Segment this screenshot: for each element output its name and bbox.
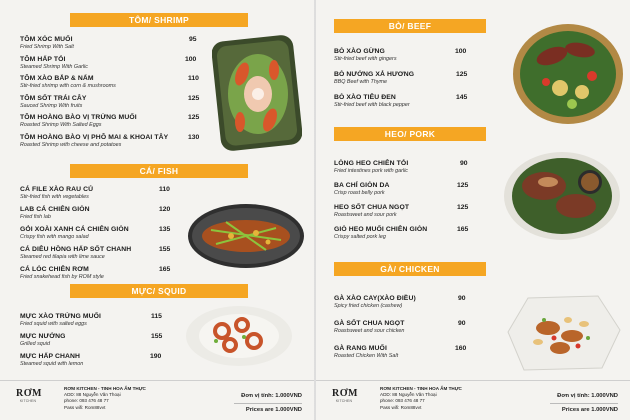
item-name: CÁ LÓC CHIÊN RƠM	[20, 266, 89, 273]
menu-item-chicken-1	[334, 295, 416, 309]
item-desc: Steamed squid with lemon	[20, 361, 84, 367]
restaurant-logo	[332, 388, 356, 412]
menu-item-squid-1	[20, 313, 101, 327]
item-desc: Fried fish lab	[20, 214, 51, 220]
address-line: ADD: 88 Nguyễn Văn Thoại	[380, 392, 437, 398]
item-desc: Fried snakehead fish by ROM style	[20, 274, 104, 280]
item-name: GÀ RANG MUỐI	[334, 345, 387, 352]
item-name: MỰC XÀO TRỨNG MUỐI	[20, 313, 102, 320]
squid-dish-photo	[184, 303, 294, 369]
item-name: GÀ XÀO CAY(XÀO ĐIỀU)	[334, 295, 416, 302]
item-price: 130	[188, 134, 200, 141]
item-desc: Steamed red tilapia with lime sauce	[20, 254, 105, 260]
menu-item-squid-3	[20, 353, 83, 367]
item-price: 110	[188, 75, 199, 82]
item-desc: Sauced Shrimp With fruits	[20, 103, 83, 109]
menu-page-right	[316, 0, 630, 420]
item-name: BÒ XÀO GỪNG	[334, 48, 385, 55]
brand-line: RƠM KITCHEN - TINH HOA ẨM THỰC	[64, 386, 146, 391]
item-price: 145	[456, 94, 468, 101]
section-title-pork: HEO/ PORK	[384, 129, 436, 139]
phone-line: phone: 093 476 48 77	[380, 398, 425, 404]
item-name: TÔM HOÀNG BÀO VỊ TRỨNG MUỐI	[20, 114, 137, 121]
item-price: 125	[456, 71, 468, 78]
item-name: TÔM SỐT TRÁI CÂY	[20, 95, 87, 102]
item-price: 115	[151, 313, 162, 320]
item-desc: Roastsweet and sour chicken	[334, 328, 405, 334]
item-price: 135	[159, 226, 171, 233]
menu-item-fish-3	[20, 226, 129, 240]
shrimp-dish-photo	[212, 34, 302, 152]
item-desc: Fried Shrimp With Salt	[20, 44, 74, 50]
section-banner-fish	[70, 164, 248, 178]
logo-sub: KITCHEN	[335, 399, 353, 403]
menu-page-left	[0, 0, 314, 420]
phone-line: phone: 093 476 48 77	[64, 398, 109, 404]
menu-item-shrimp-3	[20, 75, 116, 89]
section-banner-pork	[334, 127, 486, 141]
menu-item-chicken-2	[334, 320, 404, 334]
item-desc: Roasted Chicken With Salt	[334, 353, 399, 359]
item-desc: Stir-fried beef with black pepper	[334, 102, 410, 108]
section-title-beef: BÒ/ BEEF	[388, 21, 432, 31]
item-price: 125	[457, 204, 469, 211]
item-desc: Stir-fried beef with gingers	[334, 56, 397, 62]
menu-item-fish-2	[20, 206, 90, 220]
footer-divider	[550, 403, 618, 404]
unit-note: Đơn vị tính: 1.000VND	[241, 393, 302, 399]
item-name: LÒNG HEO CHIÊN TỎI	[334, 160, 409, 167]
menu-item-squid-2	[20, 333, 66, 347]
menu-item-pork-3	[334, 204, 409, 218]
item-price: 125	[188, 95, 200, 102]
item-price: 100	[185, 56, 197, 63]
prices-note: Prices are 1.000VND	[561, 407, 618, 413]
item-name: TÔM HẤP TỎI	[20, 56, 66, 63]
item-desc: Stir-fried shrimp with corn & mushrooms	[20, 83, 116, 89]
menu-item-fish-4	[20, 246, 131, 260]
logo-mark: RƠM	[332, 388, 358, 399]
unit-note: Đơn vị tính: 1.000VND	[557, 393, 618, 399]
address-line: ADD: 88 Nguyễn Văn Thoại	[64, 392, 121, 398]
item-desc: Spicy fried chicken (cashew)	[334, 303, 403, 309]
menu-item-beef-2	[334, 71, 414, 85]
item-name: TÔM HOÀNG BÀO VỊ PHÔ MAI & KHOAI TÂY	[20, 134, 169, 141]
item-name: TÔM XÓC MUỐI	[20, 36, 73, 43]
item-desc: Grilled squid	[20, 341, 50, 347]
restaurant-logo	[16, 388, 40, 412]
item-price: 120	[159, 206, 171, 213]
item-name: GIÒ HEO MUỐI CHIÊN GIÒN	[334, 226, 428, 233]
wifi-line: Pass wifi: Rom88vvt	[380, 404, 422, 410]
item-price: 190	[150, 353, 162, 360]
item-name: MỰC NƯỚNG	[20, 333, 66, 340]
menu-item-fish-1	[20, 186, 93, 200]
item-price: 125	[188, 114, 200, 121]
section-title-fish: CÁ/ FISH	[139, 166, 179, 176]
menu-item-beef-1	[334, 48, 397, 62]
item-name: CÁ FILE XÀO RAU CỦ	[20, 186, 94, 193]
menu-item-shrimp-6	[20, 134, 168, 148]
section-title-shrimp: TÔM/ SHRIMP	[129, 15, 189, 25]
item-desc: Crispy fish with mango salad	[20, 234, 89, 240]
page-footer-right	[316, 380, 630, 420]
brand-line: RƠM KITCHEN - TINH HOA ẨM THỰC	[380, 386, 462, 391]
item-price: 155	[159, 246, 171, 253]
restaurant-info	[64, 386, 146, 411]
item-name: LAB CÁ CHIÊN GIÒN	[20, 206, 90, 213]
section-banner-shrimp	[70, 13, 248, 27]
item-price: 90	[458, 295, 466, 302]
menu-item-shrimp-4	[20, 95, 87, 109]
item-price: 100	[455, 48, 467, 55]
item-price: 165	[457, 226, 469, 233]
item-desc: Stir-fried fish with vegetables	[20, 194, 89, 200]
item-desc: Fried squid with salted eggs	[20, 321, 87, 327]
item-desc: BBQ Beef with Thyme	[334, 79, 388, 85]
item-desc: Roasted Shrimp With Salted Eggs	[20, 122, 102, 128]
section-title-squid: MỰC/ SQUID	[131, 286, 187, 296]
item-price: 90	[458, 320, 466, 327]
item-name: CÁ DIÊU HỒNG HẤP SỐT CHANH	[20, 246, 132, 253]
item-price: 160	[455, 345, 467, 352]
item-name: BÒ XÀO TIÊU ĐEN	[334, 94, 396, 101]
prices-note: Prices are 1.000VND	[245, 407, 302, 413]
menu-item-shrimp-5	[20, 114, 137, 128]
wifi-line: Pass wifi: Rom88vvt	[64, 404, 106, 410]
page-footer-left	[0, 380, 314, 420]
logo-mark: RƠM	[16, 388, 42, 399]
menu-item-chicken-3	[334, 345, 398, 359]
menu-item-shrimp-1	[20, 36, 74, 50]
item-price: 110	[159, 186, 170, 193]
item-desc: Steamed Shrimp With Garlic	[20, 64, 88, 70]
item-name: BA CHỈ GIÒN DA	[334, 182, 390, 189]
menu-item-pork-1	[334, 160, 408, 174]
item-price: 165	[159, 266, 171, 273]
menu-item-fish-5	[20, 266, 104, 280]
item-name: HEO SỐT CHUA NGỌT	[334, 204, 410, 211]
item-price: 95	[189, 36, 197, 43]
item-desc: Roastsweet and sour pork	[334, 212, 397, 218]
restaurant-info	[380, 386, 462, 411]
item-desc: Roasted Shrimp with cheese and potatoes	[20, 142, 122, 148]
item-price: 155	[151, 333, 163, 340]
item-name: GÀ SỐT CHUA NGỌT	[334, 320, 405, 327]
menu-item-shrimp-2	[20, 56, 88, 70]
item-name: GỎI XOÀI XANH CÁ CHIÊN GIÒN	[20, 226, 129, 233]
item-desc: Crisp roast belly pork	[334, 190, 385, 196]
fish-dish-photo	[186, 200, 306, 270]
section-banner-beef	[334, 19, 486, 33]
item-desc: Fried intestines pork with garlic	[334, 168, 409, 174]
item-name: TÔM XÀO BẮP & NẤM	[20, 75, 94, 82]
item-name: MỰC HẤP CHANH	[20, 353, 81, 360]
item-price: 90	[460, 160, 468, 167]
chicken-dish-photo	[498, 292, 624, 374]
section-banner-chicken	[334, 262, 486, 276]
item-price: 125	[457, 182, 469, 189]
logo-sub: KITCHEN	[19, 399, 37, 403]
menu-item-beef-3	[334, 94, 410, 108]
section-title-chicken: GÀ/ CHICKEN	[380, 264, 440, 274]
footer-divider	[234, 403, 302, 404]
item-desc: Crispy salted pork leg	[334, 234, 386, 240]
menu-item-pork-2	[334, 182, 390, 196]
menu-item-pork-4	[334, 226, 427, 240]
beef-dish-photo	[510, 18, 626, 128]
item-name: BÒ NƯỚNG XẢ HƯƠNG	[334, 71, 415, 78]
section-banner-squid	[70, 284, 248, 298]
pork-dish-photo	[494, 148, 624, 244]
